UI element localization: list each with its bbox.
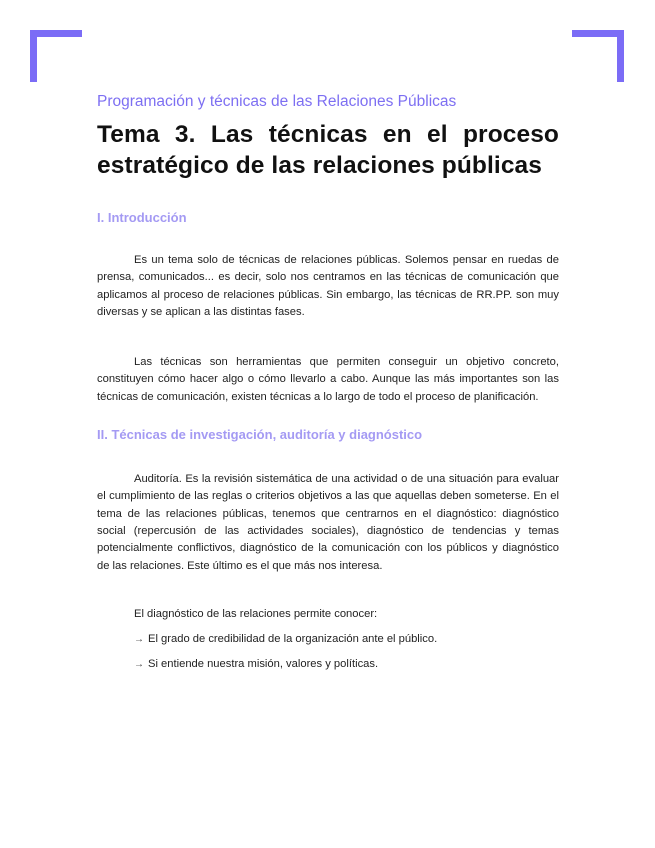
list-item: [134, 631, 559, 648]
page-title: [97, 119, 559, 181]
document-body: [97, 92, 559, 674]
audit-paragraph: Auditoría. Es la revisión sistemática de una actividad o de una situación para evaluar el cumplimiento de las reglas o criterios objetivos a las que aquellas deben someterse. En el tema de las relaciones públicas, tenemos que centrarnos en el diagnóstico: diagnóstico social (repercusión de las actividades sociales), diagnóstico de tendencias y temas potencialmente conflictivos, diagnóstico de la comunicación con los públicos y diagnóstico de las relaciones. Este último es el que más nos interesa.: [97, 473, 559, 572]
arrow-right-icon: →: [134, 634, 144, 646]
section-heading-research: II. Técnicas de investigación, auditoría y diagnóstico: [97, 427, 423, 443]
corner-bracket-top-left: [30, 30, 82, 82]
corner-bracket-top-right: [572, 30, 624, 82]
course-subject: Programación y técnicas de las Relaciones Públicas: [97, 93, 457, 110]
intro-paragraph-2: Las técnicas son herramientas que permiten conseguir un objetivo concreto, constituyen cómo hacer algo o cómo llevarlo a cabo. Aunque las más importantes son las técnicas de comunicación, existen técnicas a lo largo de todo el proceso de planificación.: [97, 356, 559, 403]
list-item-text: Si entiende nuestra misión, valores y políticas.: [148, 658, 379, 671]
list-item: [134, 656, 559, 673]
intro-paragraph-1: Es un tema solo de técnicas de relaciones públicas. Solemos pensar en ruedas de prensa, comunicados... es decir, solo nos centramos en las técnicas de comunicación que aplicamos al proceso de relaciones públicas. Sin embargo, las técnicas de RR.PP. son muy diversas y se aplican a las distintas fases.: [97, 254, 559, 318]
list-item-text: El grado de credibilidad de la organización ante el público.: [148, 633, 438, 646]
arrow-right-icon: →: [134, 659, 144, 671]
diagnosis-lead: El diagnóstico de las relaciones permite conocer:: [134, 607, 378, 620]
title-line-2: estratégico de las relaciones públicas: [97, 152, 542, 179]
title-line-1: Tema 3. Las técnicas en el proceso: [97, 121, 559, 148]
section-heading-introduction: I. Introducción: [97, 210, 187, 225]
